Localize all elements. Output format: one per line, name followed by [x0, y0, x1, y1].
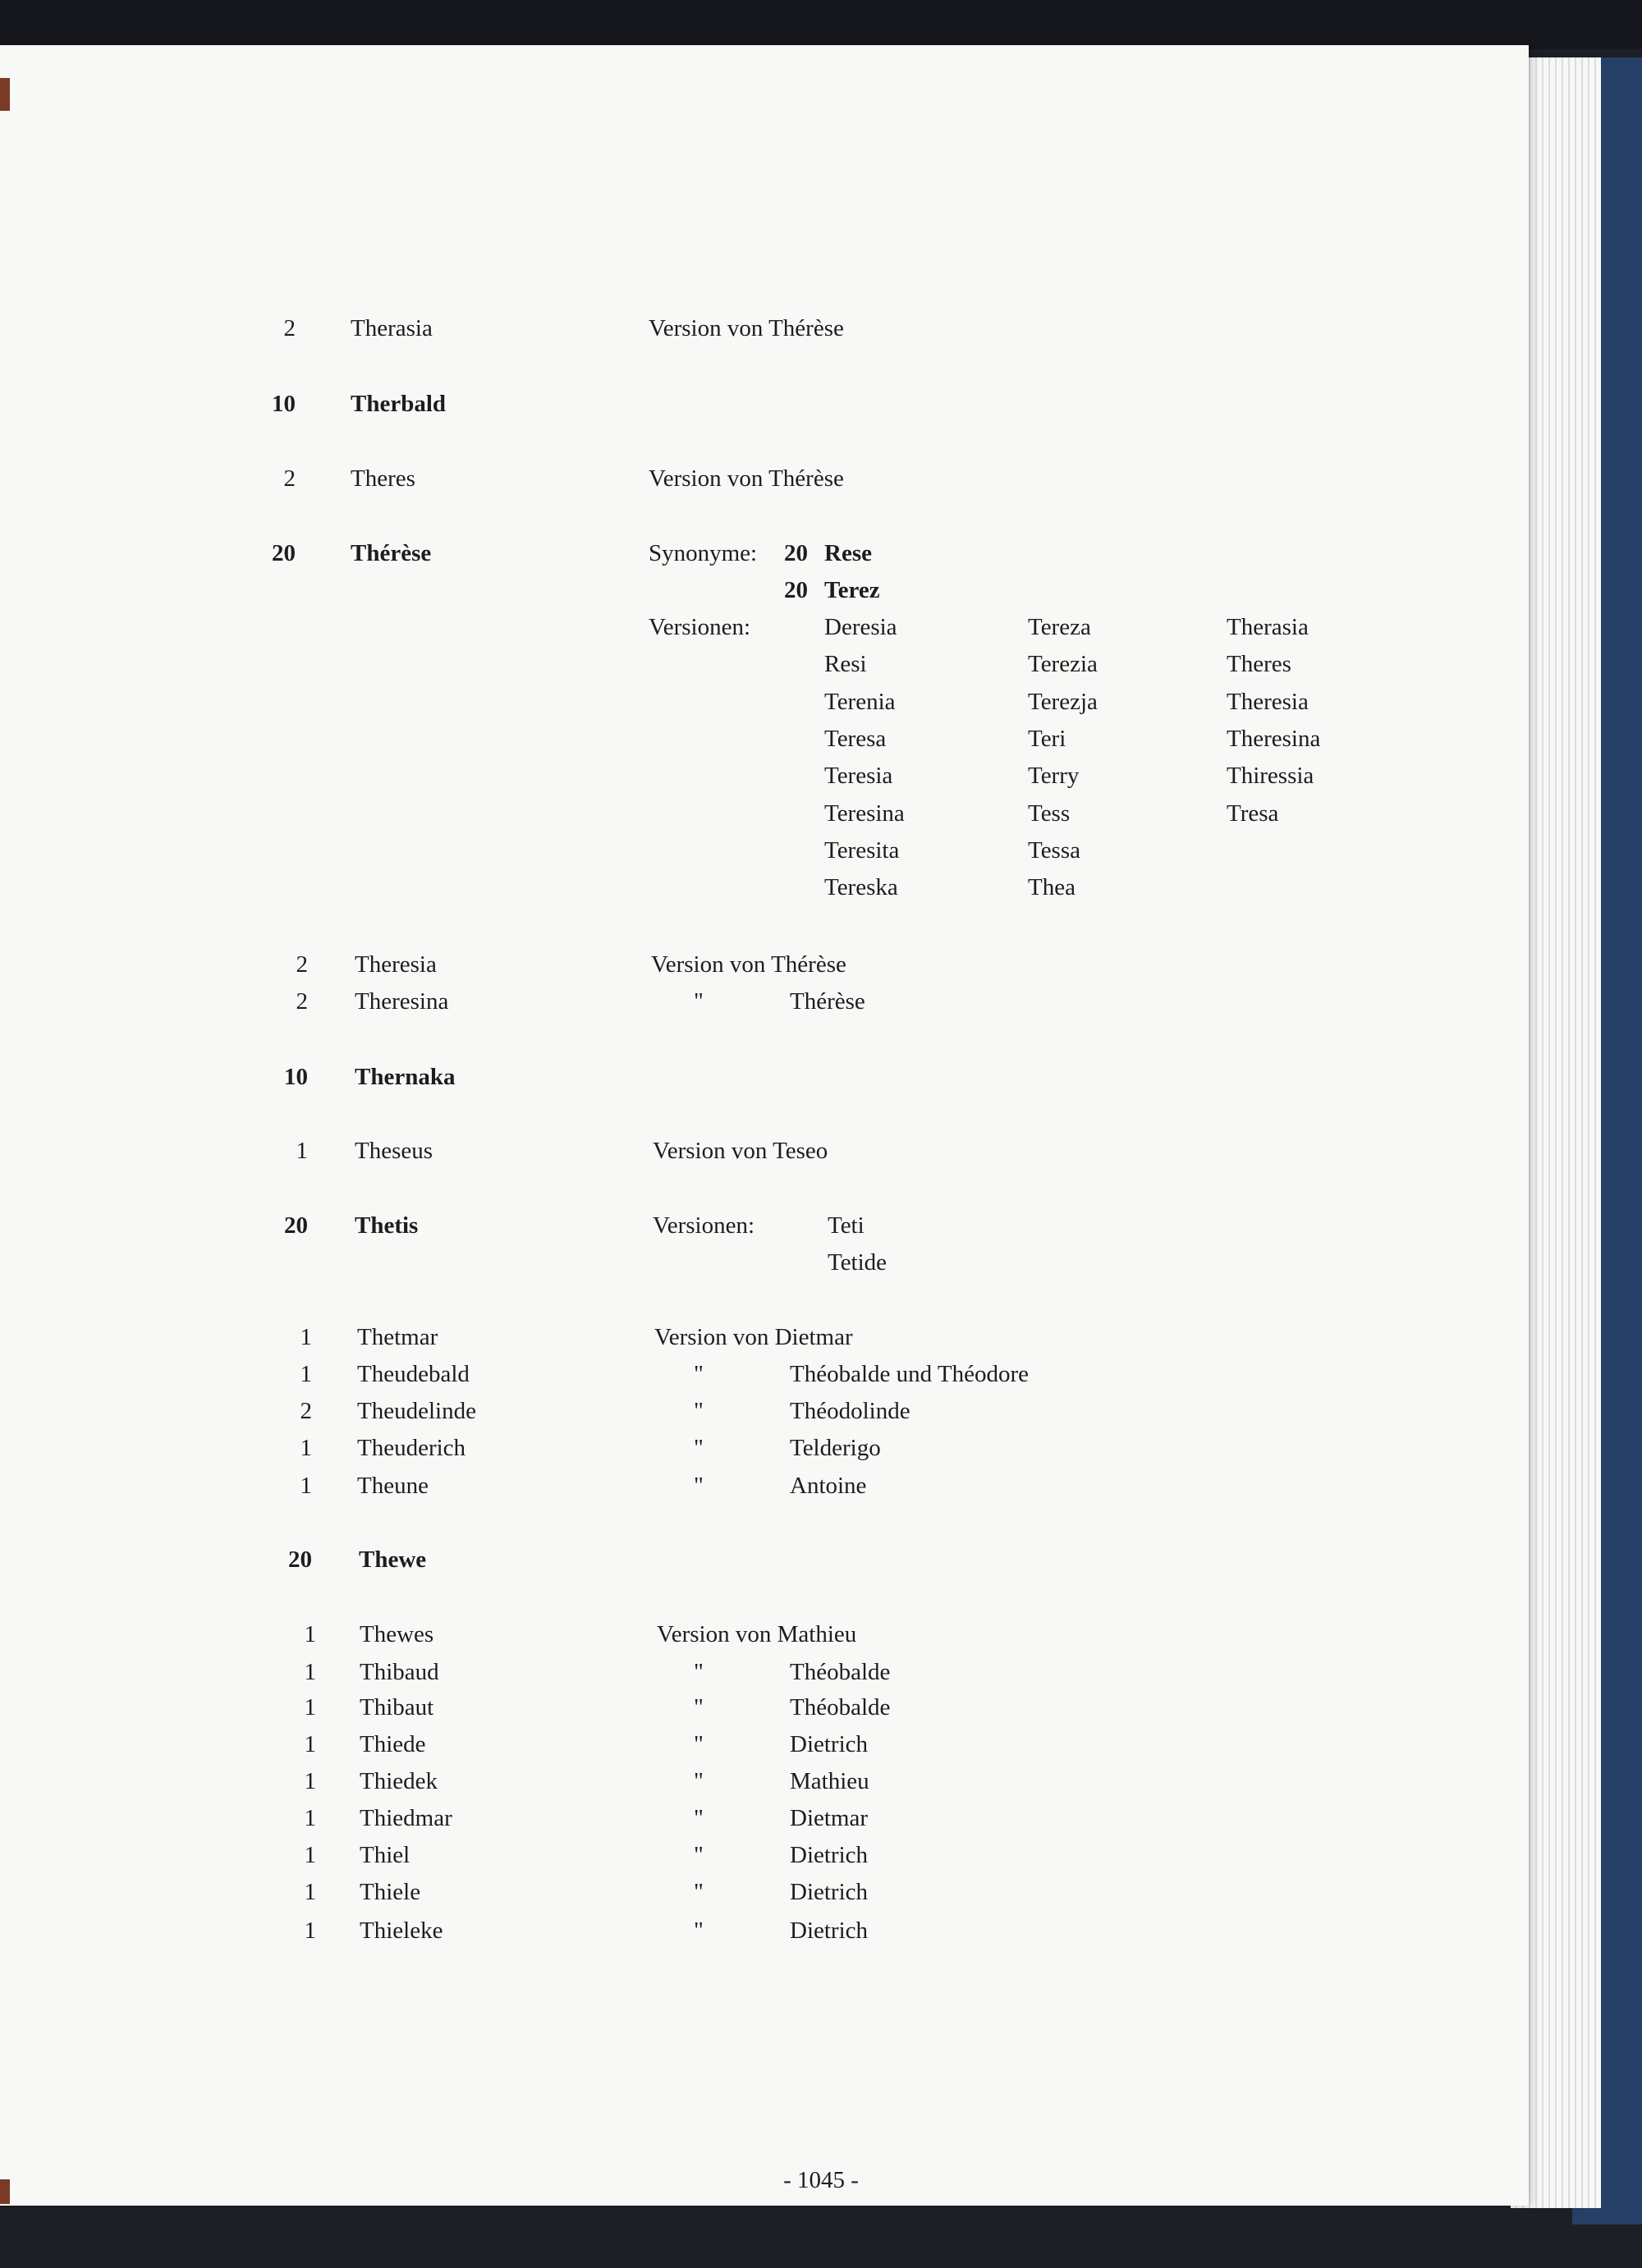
version-name: Theres	[1227, 651, 1291, 677]
entry-description: Dietrich	[790, 1917, 869, 1944]
synonym-count: 20	[784, 540, 808, 566]
binding-mark	[0, 78, 10, 111]
entry-description: Théobalde und Théodore	[790, 1361, 1029, 1387]
ditto-mark: "	[694, 1731, 704, 1757]
version-name: Terenia	[824, 689, 896, 715]
entry-name: Thiedek	[360, 1768, 438, 1794]
entry-description: Thérèse	[790, 988, 865, 1015]
synonym-name: Rese	[824, 540, 872, 566]
entry-name: Thewe	[359, 1546, 427, 1573]
entry-name: Thernaka	[355, 1064, 456, 1090]
entry-count: 1	[296, 1138, 308, 1164]
version-name: Thiressia	[1227, 763, 1314, 789]
entry-count: 10	[272, 391, 296, 417]
entry-name: Theudelinde	[357, 1398, 476, 1424]
entry-name: Thiel	[360, 1842, 410, 1868]
version-name: Therasia	[1227, 614, 1309, 640]
entry-name: Therbald	[351, 391, 447, 417]
entry-count: 10	[284, 1064, 308, 1090]
entry-name: Theres	[351, 465, 415, 492]
entry-count: 1	[304, 1694, 316, 1720]
entry-description: Dietrich	[790, 1731, 869, 1757]
entry-count: 1	[300, 1435, 312, 1461]
version-name: Theresia	[1227, 689, 1309, 715]
entry-name: Thewes	[360, 1621, 434, 1647]
entry-name: Theseus	[355, 1138, 433, 1164]
ditto-mark: "	[694, 1435, 704, 1461]
version-name: Tess	[1028, 800, 1071, 827]
entry-name: Theune	[357, 1473, 429, 1499]
version-name: Tresa	[1227, 800, 1279, 827]
version-name: Tereska	[824, 874, 898, 900]
entry-count: 2	[296, 988, 308, 1015]
entry-count: 1	[300, 1473, 312, 1499]
backdrop	[0, 0, 1642, 49]
version-name: Terry	[1028, 763, 1080, 789]
version-name: Resi	[824, 651, 867, 677]
version-name: Deresia	[824, 614, 897, 640]
ditto-mark: "	[694, 1361, 704, 1387]
entry-count: 1	[304, 1879, 316, 1905]
entry-description: Antoine	[790, 1473, 867, 1499]
entry-description: Versionen:	[653, 1212, 755, 1239]
entry-description: Théobalde	[790, 1694, 891, 1720]
version-name: Theresina	[1227, 726, 1321, 752]
ditto-mark: "	[694, 988, 704, 1015]
entry-description: Dietrich	[790, 1842, 869, 1868]
version-name: Teresina	[824, 800, 905, 827]
entry-name: Therasia	[351, 315, 433, 341]
entry-name: Thibaud	[360, 1659, 439, 1685]
book-page	[0, 45, 1529, 2206]
entry-name: Thiede	[360, 1731, 426, 1757]
entry-count: 1	[304, 1659, 316, 1685]
entry-name: Thérèse	[351, 540, 432, 566]
entry-name: Thiedmar	[360, 1805, 452, 1831]
ditto-mark: "	[694, 1768, 704, 1794]
entry-count: 2	[296, 951, 308, 978]
version-name: Teti	[828, 1212, 865, 1239]
entry-count: 1	[304, 1805, 316, 1831]
version-name: Tereza	[1028, 614, 1091, 640]
entry-description: Mathieu	[790, 1768, 869, 1794]
entry-name: Thibaut	[360, 1694, 434, 1720]
ditto-mark: "	[694, 1879, 704, 1905]
version-name: Teresia	[824, 763, 893, 789]
ditto-mark: "	[694, 1473, 704, 1499]
entry-description: Telderigo	[790, 1435, 881, 1461]
entry-name: Thieleke	[360, 1917, 443, 1944]
version-name: Teri	[1028, 726, 1066, 752]
entry-count: 1	[304, 1917, 316, 1944]
ditto-mark: "	[694, 1694, 704, 1720]
entry-description: Version von Thérèse	[649, 465, 844, 492]
ditto-mark: "	[694, 1659, 704, 1685]
entry-description: Version von Mathieu	[657, 1621, 857, 1647]
version-name: Teresa	[824, 726, 887, 752]
version-name: Teresita	[824, 837, 900, 864]
entry-name: Theresina	[355, 988, 449, 1015]
entry-count: 20	[284, 1212, 308, 1239]
ditto-mark: "	[694, 1842, 704, 1868]
entry-description: Dietmar	[790, 1805, 869, 1831]
entry-description: Synonyme:	[649, 540, 758, 566]
version-name: Tessa	[1028, 837, 1081, 864]
entry-name: Thiele	[360, 1879, 421, 1905]
entry-description: Version von Dietmar	[654, 1324, 853, 1350]
entry-count: 20	[272, 540, 296, 566]
ditto-mark: "	[694, 1805, 704, 1831]
entry-name: Thetmar	[357, 1324, 438, 1350]
synonym-count: 20	[784, 577, 808, 603]
entry-name: Theresia	[355, 951, 437, 978]
entry-count: 1	[300, 1361, 312, 1387]
entry-count: 20	[288, 1546, 312, 1573]
version-name: Tetide	[828, 1249, 888, 1276]
page-number: - 1045 -	[783, 2167, 859, 2193]
entry-description: Version von Thérèse	[651, 951, 846, 978]
synonym-name: Terez	[824, 577, 880, 603]
entry-count: 1	[300, 1324, 312, 1350]
entry-count: 2	[283, 315, 296, 341]
entry-name: Theuderich	[357, 1435, 466, 1461]
entry-count: 2	[283, 465, 296, 492]
entry-description: Dietrich	[790, 1879, 869, 1905]
ditto-mark: "	[694, 1398, 704, 1424]
entry-description: Théobalde	[790, 1659, 891, 1685]
entry-count: 1	[304, 1768, 316, 1794]
versions-label: Versionen:	[649, 614, 751, 640]
entry-description: Version von Thérèse	[649, 315, 844, 341]
entry-name: Theudebald	[357, 1361, 470, 1387]
version-name: Thea	[1028, 874, 1076, 900]
entry-count: 1	[304, 1731, 316, 1757]
version-name: Terezia	[1028, 651, 1098, 677]
entry-count: 1	[304, 1621, 316, 1647]
ditto-mark: "	[694, 1917, 704, 1944]
version-name: Terezja	[1028, 689, 1098, 715]
entry-count: 1	[304, 1842, 316, 1868]
entry-description: Théodolinde	[790, 1398, 910, 1424]
entry-count: 2	[300, 1398, 312, 1424]
entry-description: Version von Teseo	[653, 1138, 828, 1164]
entry-name: Thetis	[355, 1212, 419, 1239]
